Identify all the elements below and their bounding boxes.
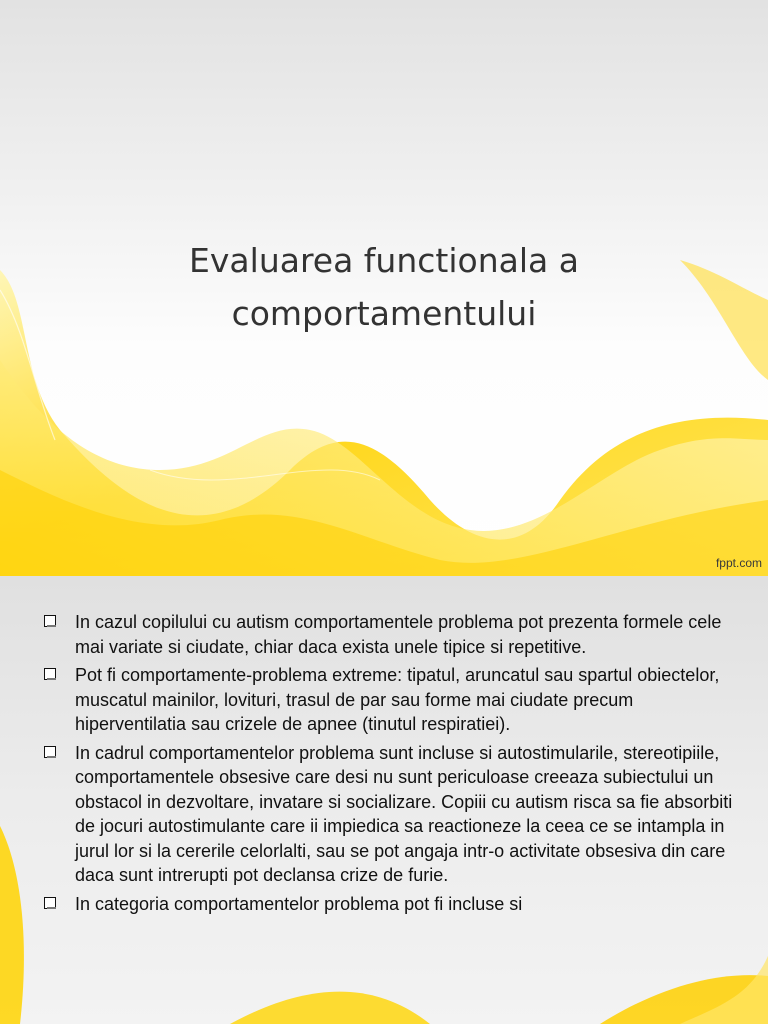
slide-title: Evaluarea functionala a comportamentului xyxy=(189,241,579,333)
list-item xyxy=(44,892,734,917)
bullet-text: In cazul copilului cu autism comportamentele problema pot prezenta formele cele mai variate si ciudate, chiar daca exista unele tipice si repetitive. xyxy=(75,612,722,657)
footer-brand: fppt.com xyxy=(715,556,762,570)
checkbox-square-icon xyxy=(44,897,56,909)
checkbox-square-icon xyxy=(44,746,56,758)
content-slide xyxy=(0,576,768,1024)
bullet-list xyxy=(44,610,734,920)
checkbox-square-icon xyxy=(44,668,56,680)
list-item xyxy=(44,610,734,659)
checkbox-square-icon xyxy=(44,615,56,627)
list-item xyxy=(44,741,734,888)
bullet-text: In categoria comportamentelor problema pot fi incluse si xyxy=(75,893,523,914)
list-item xyxy=(44,663,734,737)
bullet-text: Pot fi comportamente-problema extreme: tipatul, aruncatul sau spartul obiectelor, muscatul mainilor, lovituri, trasul de par sau forme mai ciudate precum hiperventilatia sau crizele de apnee (tinutul respiratiei). xyxy=(75,665,720,734)
bullet-text: In cadrul comportamentelor problema sunt incluse si autostimularile, stereotipiile, comportamentele obsesive care desi nu sunt periculoase creeaza subiectului un obstacol in dezvoltare, invatare si socializare. Copiii cu autism risca sa fie absorbiti de jocuri autostimulante care ii impiedica sa reactioneze la ceea ce se intampla in jurul lor si la cererile celorlalti, sau se pot angaja intr-o activitate obsesiva din care daca sunt intrerupti pot declansa crize de furie. xyxy=(75,742,733,885)
